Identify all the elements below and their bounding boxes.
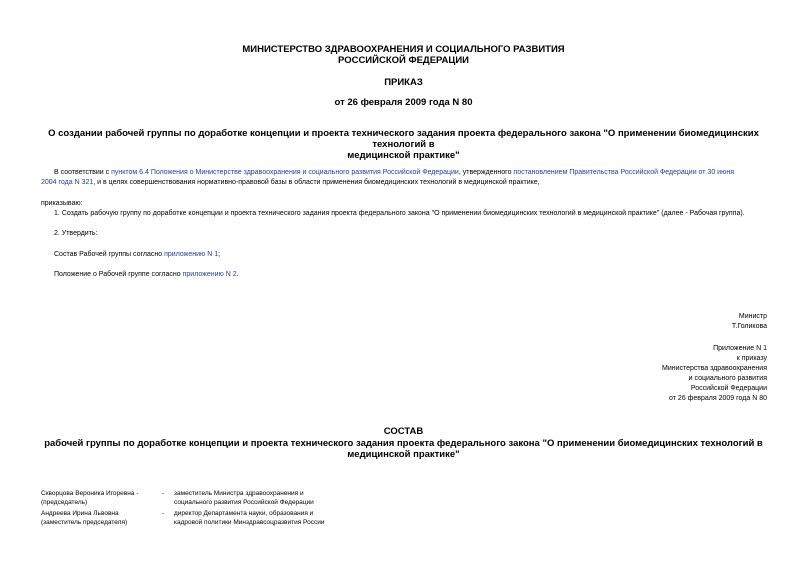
order-regulation bbox=[54, 270, 239, 280]
ministry-line-2: РОССИЙСКОЙ ФЕДЕРАЦИИ bbox=[337, 55, 469, 66]
signature-position: Министр bbox=[738, 313, 767, 320]
member-position: директор Департамента науки, образования и bbox=[174, 510, 314, 517]
ministry-line-1: МИНИСТЕРСТВО ЗДРАВООХРАНЕНИЯ И СОЦИАЛЬНОГО РАЗВИТИЯ bbox=[242, 44, 565, 55]
appendix-line-1: Приложение N 1 bbox=[713, 345, 767, 352]
order-composition bbox=[54, 250, 220, 260]
member-position-cont: кадровой политики Минздравсоцразвития России bbox=[174, 519, 325, 526]
preamble-link-resolution[interactable]: постановлением Правительства Российской Федерации от 30 июня bbox=[513, 169, 734, 176]
preamble-link-resolution-cont[interactable]: 2004 года N 321 bbox=[41, 179, 94, 186]
member-dash: - bbox=[162, 510, 165, 517]
doc-title-line-2: медицинской практике" bbox=[347, 150, 460, 161]
member-role-note: (заместитель председателя) bbox=[41, 519, 128, 526]
member-name: Скворцова Вероника Игоревна - bbox=[41, 490, 139, 497]
member-name: Андреева Ирина Львовна bbox=[41, 510, 119, 517]
preamble-part-2: , утвержденного bbox=[458, 169, 514, 176]
doc-title-line-1: О создании рабочей группы по доработке концепции и проекта технического задания проекта федерального закона "О применении биомедицинских технологий в bbox=[48, 128, 759, 150]
member-dash: - bbox=[162, 490, 165, 497]
appendix-line-5: Российской Федерации bbox=[690, 385, 767, 392]
composition-text: Состав Рабочей группы согласно bbox=[54, 251, 165, 258]
member-position: заместитель Министра здравоохранения и bbox=[174, 490, 304, 497]
composition-end: ; bbox=[218, 251, 221, 258]
preamble bbox=[41, 168, 769, 188]
signature-name: Т.Голикова bbox=[731, 323, 767, 330]
appendix-2-link[interactable]: приложению N 2 bbox=[182, 271, 237, 278]
preamble-part-3: , и в целях совершенствования нормативно-правовой базы в области применения биомедицинских технологий в медицинской практике, bbox=[93, 179, 540, 186]
doc-date: от 26 февраля 2009 года N 80 bbox=[334, 97, 473, 108]
order-item-1: 1. Создать рабочую группу по доработке концепции и проекта технического задания проекта федерального закона "О применении биомедицинских технологий в медицинской практике" (далее - Рабочая группа). bbox=[54, 210, 745, 217]
appendix-line-4: и социального развития bbox=[688, 375, 767, 382]
regulation-text: Положение о Рабочей группе согласно bbox=[54, 271, 183, 278]
ministry-name bbox=[0, 44, 807, 66]
appendix-1-link[interactable]: приложению N 1 bbox=[164, 251, 219, 258]
appendix-line-2: к приказу bbox=[736, 355, 767, 362]
composition-title-line-2: медицинской практике" bbox=[347, 449, 460, 460]
doc-type: ПРИКАЗ bbox=[384, 77, 423, 88]
composition-heading: СОСТАВ bbox=[383, 426, 424, 437]
composition-title bbox=[30, 438, 777, 460]
preamble-part-1: В соответствии с bbox=[54, 169, 112, 176]
regulation-end: . bbox=[236, 271, 239, 278]
member-position-cont: социального развития Российской Федерации bbox=[174, 499, 314, 506]
order-verb: приказываю: bbox=[41, 200, 83, 207]
appendix-header bbox=[567, 344, 767, 404]
appendix-line-6: от 26 февраля 2009 года N 80 bbox=[669, 395, 767, 402]
order-item-2: 2. Утвердить: bbox=[54, 230, 98, 237]
doc-title bbox=[30, 128, 777, 161]
member-role-note: (председатель) bbox=[41, 499, 88, 506]
composition-title-line-1: рабочей группы по доработке концепции и проекта технического задания проекта федерального закона "О применении биомедицинских технологий в bbox=[44, 438, 763, 449]
signature-block bbox=[567, 312, 767, 332]
table-row bbox=[41, 489, 344, 509]
preamble-link-regulation[interactable]: пунктом 6.4 Положения о Министерстве здравоохранения и социального развития Российской Федерации bbox=[111, 169, 459, 176]
members-table bbox=[41, 489, 344, 529]
table-row bbox=[41, 509, 344, 529]
appendix-line-3: Министерства здравоохранения bbox=[662, 365, 767, 372]
